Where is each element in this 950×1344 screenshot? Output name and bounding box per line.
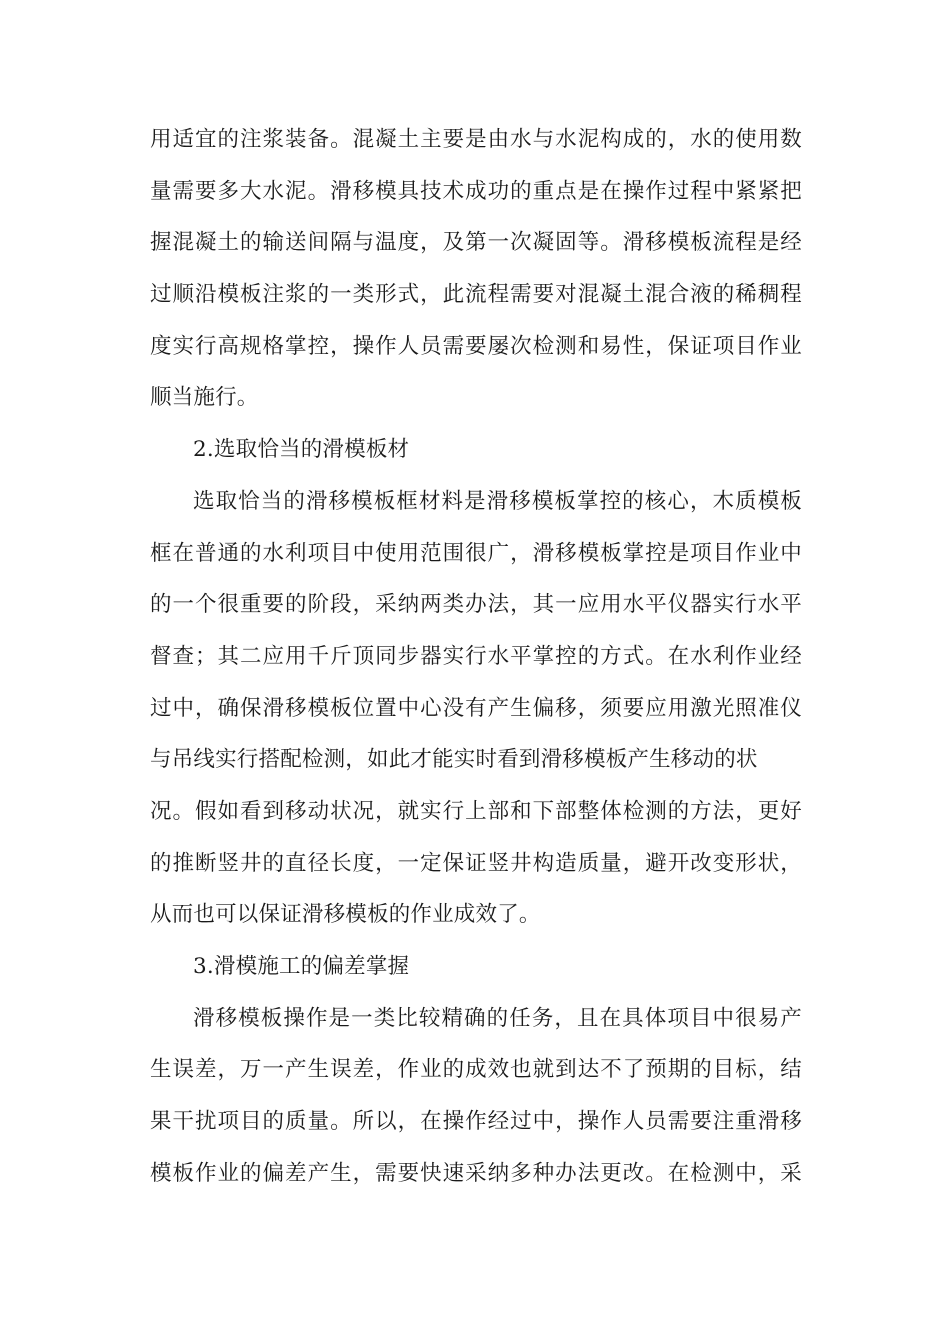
text-line: 量需要多大水泥。滑移模具技术成功的重点是在操作过程中紧紧把	[150, 178, 802, 204]
text-line: 度实行高规格掌控，操作人员需要屡次检测和易性，保证项目作业	[150, 333, 802, 359]
text-line: 选取恰当的滑移模板框材料是滑移模板掌控的核心，木质模板	[193, 488, 802, 514]
text-line: 握混凝土的输送间隔与温度，及第一次凝固等。滑移模板流程是经	[150, 230, 802, 256]
document-body	[150, 114, 802, 1199]
text-line: 模板作业的偏差产生，需要快速采纳多种办法更改。在检测中，采	[150, 1160, 802, 1186]
text-line: 过中，确保滑移模板位置中心没有产生偏移，须要应用激光照准仪	[150, 695, 802, 721]
text-line: 过顺沿模板注浆的一类形式，此流程需要对混凝土混合液的稀稠程	[150, 282, 802, 308]
text-line: 顺当施行。	[150, 385, 259, 411]
text-line: 框在普通的水利项目中使用范围很广，滑移模板掌控是项目作业中	[150, 540, 802, 566]
text-line: 的推断竖井的直径长度，一定保证竖井构造质量，避开改变形状，	[150, 850, 802, 876]
text-line: 用适宜的注浆装备。混凝土主要是由水与水泥构成的，水的使用数	[150, 127, 802, 152]
text-line: 2.选取恰当的滑模板材	[193, 437, 410, 463]
text-line: 的一个很重要的阶段，采纳两类办法，其一应用水平仪器实行水平	[150, 592, 802, 618]
text-line: 督查；其二应用千斤顶同步器实行水平掌控的方式。在水利作业经	[150, 643, 802, 669]
text-line: 况。假如看到移动状况，就实行上部和下部整体检测的方法，更好	[150, 798, 802, 824]
text-line: 滑移模板操作是一类比较精确的任务，且在具体项目中很易产	[193, 1005, 802, 1031]
text-line: 从而也可以保证滑移模板的作业成效了。	[150, 902, 541, 928]
text-line: 果干扰项目的质量。所以，在操作经过中，操作人员需要注重滑移	[150, 1109, 802, 1135]
text-line: 3.滑模施工的偏差掌握	[193, 954, 410, 979]
text-line: 与吊线实行搭配检测，如此才能实时看到滑移模板产生移动的状	[150, 747, 758, 773]
text-line: 生误差，万一产生误差，作业的成效也就到达不了预期的目标，结	[150, 1057, 802, 1083]
